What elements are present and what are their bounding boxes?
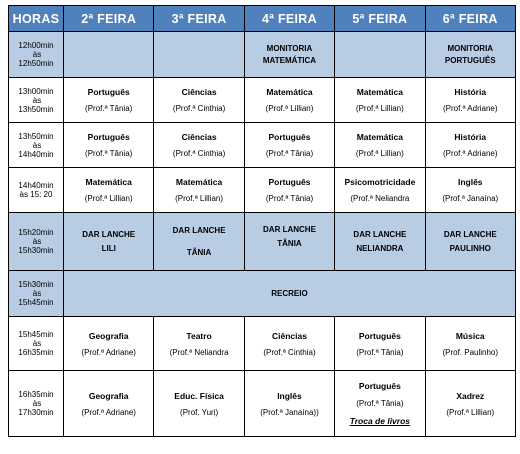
time-as: às [32,95,42,105]
time-cell [9,32,64,78]
subject: História [454,132,487,142]
time-start: 14h40min [18,181,54,190]
time-as: às [32,289,42,298]
header-horas: HORAS [9,6,64,32]
class-cell [154,78,244,123]
subject: Teatro [186,330,212,341]
schedule-row [9,32,516,78]
subject: Xadrez [456,390,485,401]
time-end: 13h50min [18,104,54,114]
subject: Português [268,132,311,142]
subject: Matemática [356,132,404,142]
subject: Matemática [85,177,132,187]
troca-de-livros-note: Troca de livros [349,416,411,426]
subject: Português [87,87,130,97]
subject: Educ. Física [174,390,224,401]
lanche-name: LILI [101,243,116,253]
time-start: 13h50min [18,131,54,141]
header-row [9,6,516,32]
class-cell [425,168,515,213]
time-end: 15h30min [18,246,54,255]
teacher: (Prof. Yuri) [180,407,219,417]
lanche-label: DAR LANCHE [172,225,226,235]
class-cell [154,371,244,437]
lanche-cell [64,213,154,271]
time-cell [9,371,64,437]
class-cell [64,123,154,168]
class-cell [425,123,515,168]
teacher: (Prof.ª Tânia) [356,399,404,408]
class-cell [64,371,154,437]
subject: Português [87,132,130,142]
teacher: (Prof.ª Adriane) [81,347,136,357]
subject: Música [455,330,485,341]
time-end: 12h50min [18,59,54,68]
time-start: 16h35min [18,390,54,399]
class-cell [154,168,244,213]
subject: Português [268,177,311,187]
time-cell [9,317,64,371]
teacher: (Prof.ª Janaína)) [260,407,319,417]
schedule-row [9,271,516,317]
class-cell [64,78,154,123]
schedule-row [9,317,516,371]
teacher: (Prof. Paulinho) [442,347,499,357]
class-cell [244,168,334,213]
teacher: (Prof.ª Tânia) [85,104,133,113]
teacher: (Prof.ª Lillian) [265,104,314,113]
subject: Português [358,381,401,391]
schedule-row [9,371,516,437]
teacher: (Prof.ª Neliandra [350,194,410,203]
class-cell [425,371,515,437]
subject: Inglês [457,177,483,187]
teacher: (Prof.ª Adriane) [442,149,498,158]
teacher: (Prof.ª Lillian) [175,194,224,203]
subject: Português [358,330,401,341]
teacher: (Prof.ª Lillian) [355,104,404,113]
slot-cell [154,32,244,78]
lanche-name: TÂNIA [277,239,302,248]
header-day-5: 5ª FEIRA [335,6,425,32]
lanche-cell [425,213,515,271]
teacher: (Prof.ª Lillian) [355,149,404,158]
slot-cell [64,32,154,78]
lanche-label: DAR LANCHE [353,229,407,239]
teacher: (Prof.ª Lillian) [84,194,133,203]
lanche-label: DAR LANCHE [263,225,316,234]
time-start: 15h45min [18,330,54,339]
time-end: 16h35min [18,348,54,357]
time-as: às [32,339,42,348]
teacher: (Prof.ª Tânia) [265,194,314,203]
lanche-cell [154,213,244,271]
time-as: às [32,140,42,150]
class-cell [244,78,334,123]
class-cell [64,168,154,213]
subject: Matemática [266,87,313,97]
recreio-cell: RECREIO [64,271,516,317]
subject: Matemática [356,87,404,97]
time-end: 17h30min [18,408,54,417]
teacher: (Prof.ª Tânia) [85,149,133,158]
lanche-name: PAULINHO [449,243,491,253]
lanche-name: TÂNIA [186,247,212,257]
teacher: (Prof.ª Cinthia) [172,149,226,158]
monitoria-cell: MONITORIA MATEMÁTICA [244,32,334,78]
time-start: 15h30min [18,280,54,289]
schedule-row [9,168,516,213]
subject: Psicomotricidade [344,177,416,187]
teacher: (Prof.ª Cinthia) [172,104,226,113]
teacher: (Prof.ª Tânia) [265,149,314,158]
subject: Ciências [181,87,217,97]
time-as: às [32,237,42,246]
teacher: (Prof.ª Tânia) [356,347,404,357]
class-cell [425,317,515,371]
subject: Geografia [88,330,129,341]
schedule-table [8,5,516,437]
time-start: 13h00min [18,86,54,96]
class-cell [154,317,244,371]
time-cell [9,78,64,123]
subject: Inglês [277,390,302,401]
teacher: (Prof.ª Lillian) [446,407,495,417]
time-start: 12h00min [18,41,54,50]
time-cell [9,271,64,317]
time-cell [9,213,64,271]
class-cell [335,123,425,168]
schedule-row [9,78,516,123]
class-cell [335,317,425,371]
teacher: (Prof.ª Neliandra [169,347,229,357]
lanche-name: NELIANDRA [356,243,404,253]
header-day-2: 2ª FEIRA [64,6,154,32]
time-as: às [32,399,42,408]
subject: Geografia [88,390,129,401]
subject: Ciências [181,132,217,142]
class-cell [64,317,154,371]
time-end: às 15: 20 [19,190,53,199]
class-cell [335,78,425,123]
subject: História [454,87,487,97]
time-end: 14h40min [18,149,54,159]
class-cell [154,123,244,168]
teacher: (Prof.ª Cinthia) [263,347,316,357]
header-day-6: 6ª FEIRA [425,6,515,32]
lanche-cell [244,213,334,271]
teacher: (Prof.ª Janaína) [442,194,499,203]
subject: Ciências [271,330,307,341]
class-cell [335,168,425,213]
header-day-4: 4ª FEIRA [244,6,334,32]
class-cell [425,78,515,123]
subject: Matemática [175,177,223,187]
time-end: 15h45min [18,298,54,307]
schedule-row [9,213,516,271]
class-cell [244,371,334,437]
lanche-cell [335,213,425,271]
teacher: (Prof.ª Adriane) [442,104,498,113]
lanche-label: DAR LANCHE [82,229,136,239]
class-cell [244,123,334,168]
class-cell [244,317,334,371]
time-as: às [32,50,42,59]
class-cell [335,371,425,437]
schedule-row [9,123,516,168]
time-cell [9,168,64,213]
lanche-label: DAR LANCHE [443,229,497,239]
header-day-3: 3ª FEIRA [154,6,244,32]
time-cell [9,123,64,168]
monitoria-cell: MONITORIA PORTUGUÊS [425,32,515,78]
teacher: (Prof.ª Adriane) [81,407,136,417]
slot-cell [335,32,425,78]
time-start: 15h20min [18,228,54,237]
